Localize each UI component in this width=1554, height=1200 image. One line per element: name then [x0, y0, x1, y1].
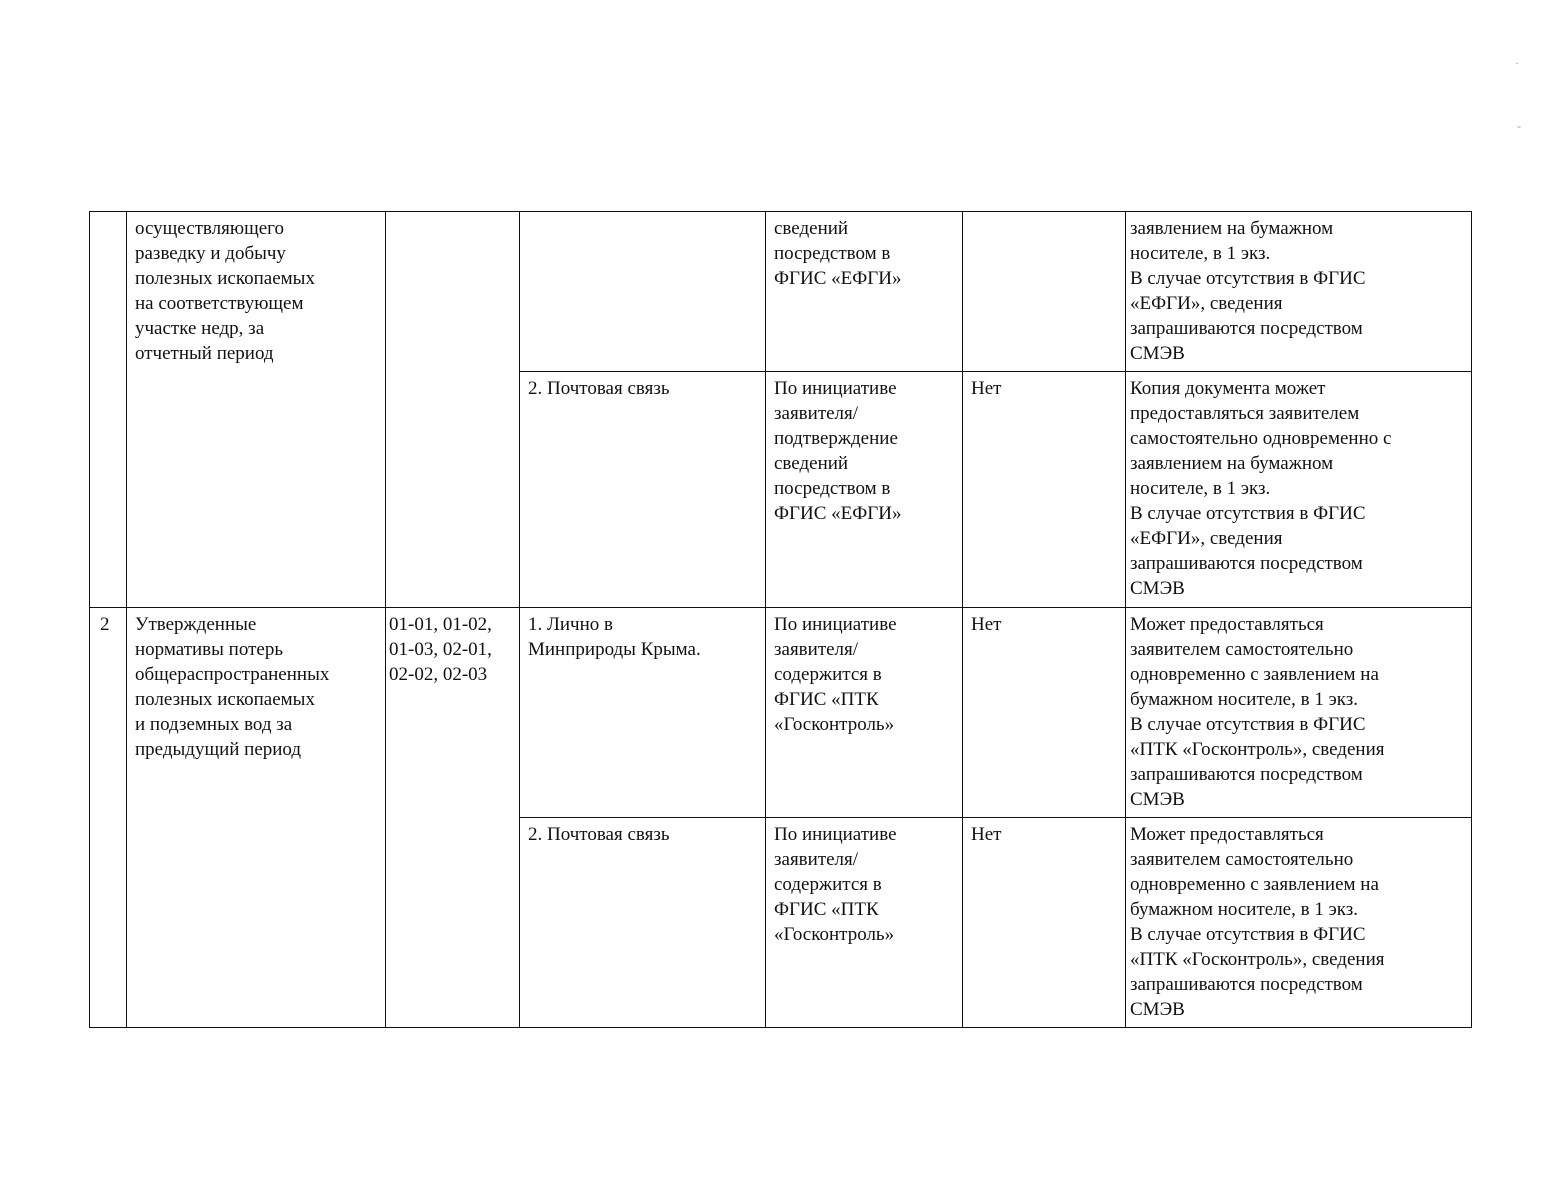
note-cell: Может предоставляться заявителем самостоятельно одновременно с заявлением на бумажном носителе, в 1 экз. В случае отсутствия в ФГИС «ПТК «Госконтроль», сведения запрашиваются посредством СМЭВ [1126, 818, 1472, 1028]
scan-mark-top: · [1515, 56, 1519, 70]
submission-method-cell: 2. Почтовая связь [520, 372, 766, 608]
mandatory-flag-cell: Нет [963, 372, 1126, 608]
documents-table [89, 211, 1472, 1028]
table-row [90, 608, 1472, 818]
table-row [90, 212, 1472, 372]
note-cell: Может предоставляться заявителем самостоятельно одновременно с заявлением на бумажном носителе, в 1 экз. В случае отсутствия в ФГИС «ПТК «Госконтроль», сведения запрашиваются посредством СМЭВ [1126, 608, 1472, 818]
document-name-cell: Утвержденные нормативы потерь общераспространенных полезных ископаемых и подземных вод за предыдущий период [127, 608, 386, 1028]
note-cell: Копия документа может предоставляться заявителем самостоятельно одновременно с заявлением на бумажном носителе, в 1 экз. В случае отсутствия в ФГИС «ЕФГИ», сведения запрашиваются посредством СМЭВ [1126, 372, 1472, 608]
scan-mark-bottom: - [1517, 119, 1521, 133]
document-name-cell: осуществляющего разведку и добычу полезных ископаемых на соответствующем участке недр, за отчетный период [127, 212, 386, 608]
submission-basis-cell: По инициативе заявителя/ подтверждение сведений посредством в ФГИС «ЕФГИ» [766, 372, 963, 608]
mandatory-flag-cell: Нет [963, 818, 1126, 1028]
submission-basis-cell: сведений посредством в ФГИС «ЕФГИ» [766, 212, 963, 372]
note-cell: заявлением на бумажном носителе, в 1 экз. В случае отсутствия в ФГИС «ЕФГИ», сведения запрашиваются посредством СМЭВ [1126, 212, 1472, 372]
mandatory-flag-cell: Нет [963, 608, 1126, 818]
submission-method-cell [520, 212, 766, 372]
submission-method-cell: 1. Лично в Минприроды Крыма. [520, 608, 766, 818]
row-number-cell [90, 212, 127, 608]
mandatory-flag-cell [963, 212, 1126, 372]
submission-basis-cell: По инициативе заявителя/ содержится в ФГИС «ПТК «Госконтроль» [766, 818, 963, 1028]
row-number-cell: 2 [90, 608, 127, 1028]
service-codes-cell [386, 212, 520, 608]
submission-basis-cell: По инициативе заявителя/ содержится в ФГИС «ПТК «Госконтроль» [766, 608, 963, 818]
submission-method-cell: 2. Почтовая связь [520, 818, 766, 1028]
service-codes-cell: 01-01, 01-02, 01-03, 02-01, 02-02, 02-03 [386, 608, 520, 1028]
